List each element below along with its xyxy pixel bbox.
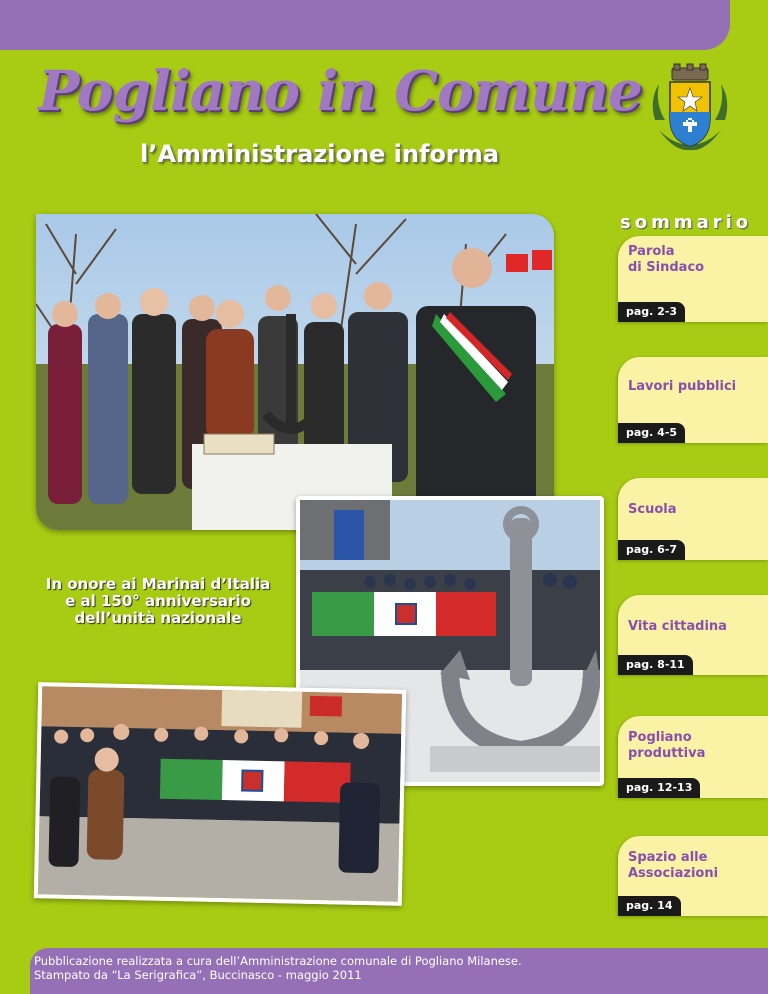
toc-item-title bbox=[628, 730, 764, 762]
masthead-title: Pogliano in Comune bbox=[38, 58, 642, 123]
top-bar bbox=[0, 0, 730, 50]
toc-page-number: pag. 14 bbox=[618, 896, 681, 916]
footer-publication-line: Pubblicazione realizzata a cura dell’Amministrazione comunale di Pogliano Milanese. bbox=[34, 954, 522, 968]
caption-line: dell’unità nazionale bbox=[74, 609, 242, 627]
toc-title-line: produttiva bbox=[628, 746, 706, 761]
sommario-heading: sommario bbox=[620, 212, 753, 233]
toc-title-line: Scuola bbox=[628, 502, 677, 517]
toc-item-title bbox=[628, 379, 764, 395]
footer-bar bbox=[30, 948, 768, 994]
photo-caption bbox=[30, 576, 286, 627]
caption-line: In onore ai Marinai d’Italia bbox=[45, 575, 271, 593]
coat-of-arms-icon bbox=[645, 60, 735, 160]
toc-title-line: Associazioni bbox=[628, 866, 719, 881]
ceremony-group-photo bbox=[36, 214, 554, 530]
toc-title-line: Vita cittadina bbox=[628, 619, 727, 634]
toc-title-line: Lavori pubblici bbox=[628, 379, 737, 394]
toc-item-scuola[interactable] bbox=[618, 478, 768, 560]
toc-item-title bbox=[628, 244, 764, 276]
toc-title-line: di Sindaco bbox=[628, 260, 705, 275]
toc-page-number: pag. 2-3 bbox=[618, 302, 685, 322]
toc-title-line: Pogliano bbox=[628, 730, 692, 745]
masthead-subtitle: l’Amministrazione informa bbox=[140, 140, 499, 168]
footer-printer-line: Stampato da “La Serigrafica”, Buccinasco - maggio 2011 bbox=[34, 968, 362, 982]
toc-item-pogliano-produttiva[interactable] bbox=[618, 716, 768, 798]
toc-item-lavori-pubblici[interactable] bbox=[618, 357, 768, 443]
toc-page-number: pag. 4-5 bbox=[618, 423, 685, 443]
toc-page-number: pag. 12-13 bbox=[618, 778, 700, 798]
toc-page-number: pag. 6-7 bbox=[618, 540, 685, 560]
parade-flag-photo bbox=[34, 682, 406, 906]
toc-item-spazio-alle-associazioni[interactable] bbox=[618, 836, 768, 916]
toc-title-line: Parola bbox=[628, 244, 675, 259]
toc-item-title bbox=[628, 850, 764, 882]
toc-page-number: pag. 8-11 bbox=[618, 655, 693, 675]
toc-item-parola-di-sindaco[interactable] bbox=[618, 236, 768, 322]
toc-item-title bbox=[628, 502, 764, 518]
toc-title-line: Spazio alle bbox=[628, 850, 708, 865]
caption-line: e al 150° anniversario bbox=[65, 592, 251, 610]
toc-item-title bbox=[628, 619, 764, 635]
toc-item-vita-cittadina[interactable] bbox=[618, 595, 768, 675]
